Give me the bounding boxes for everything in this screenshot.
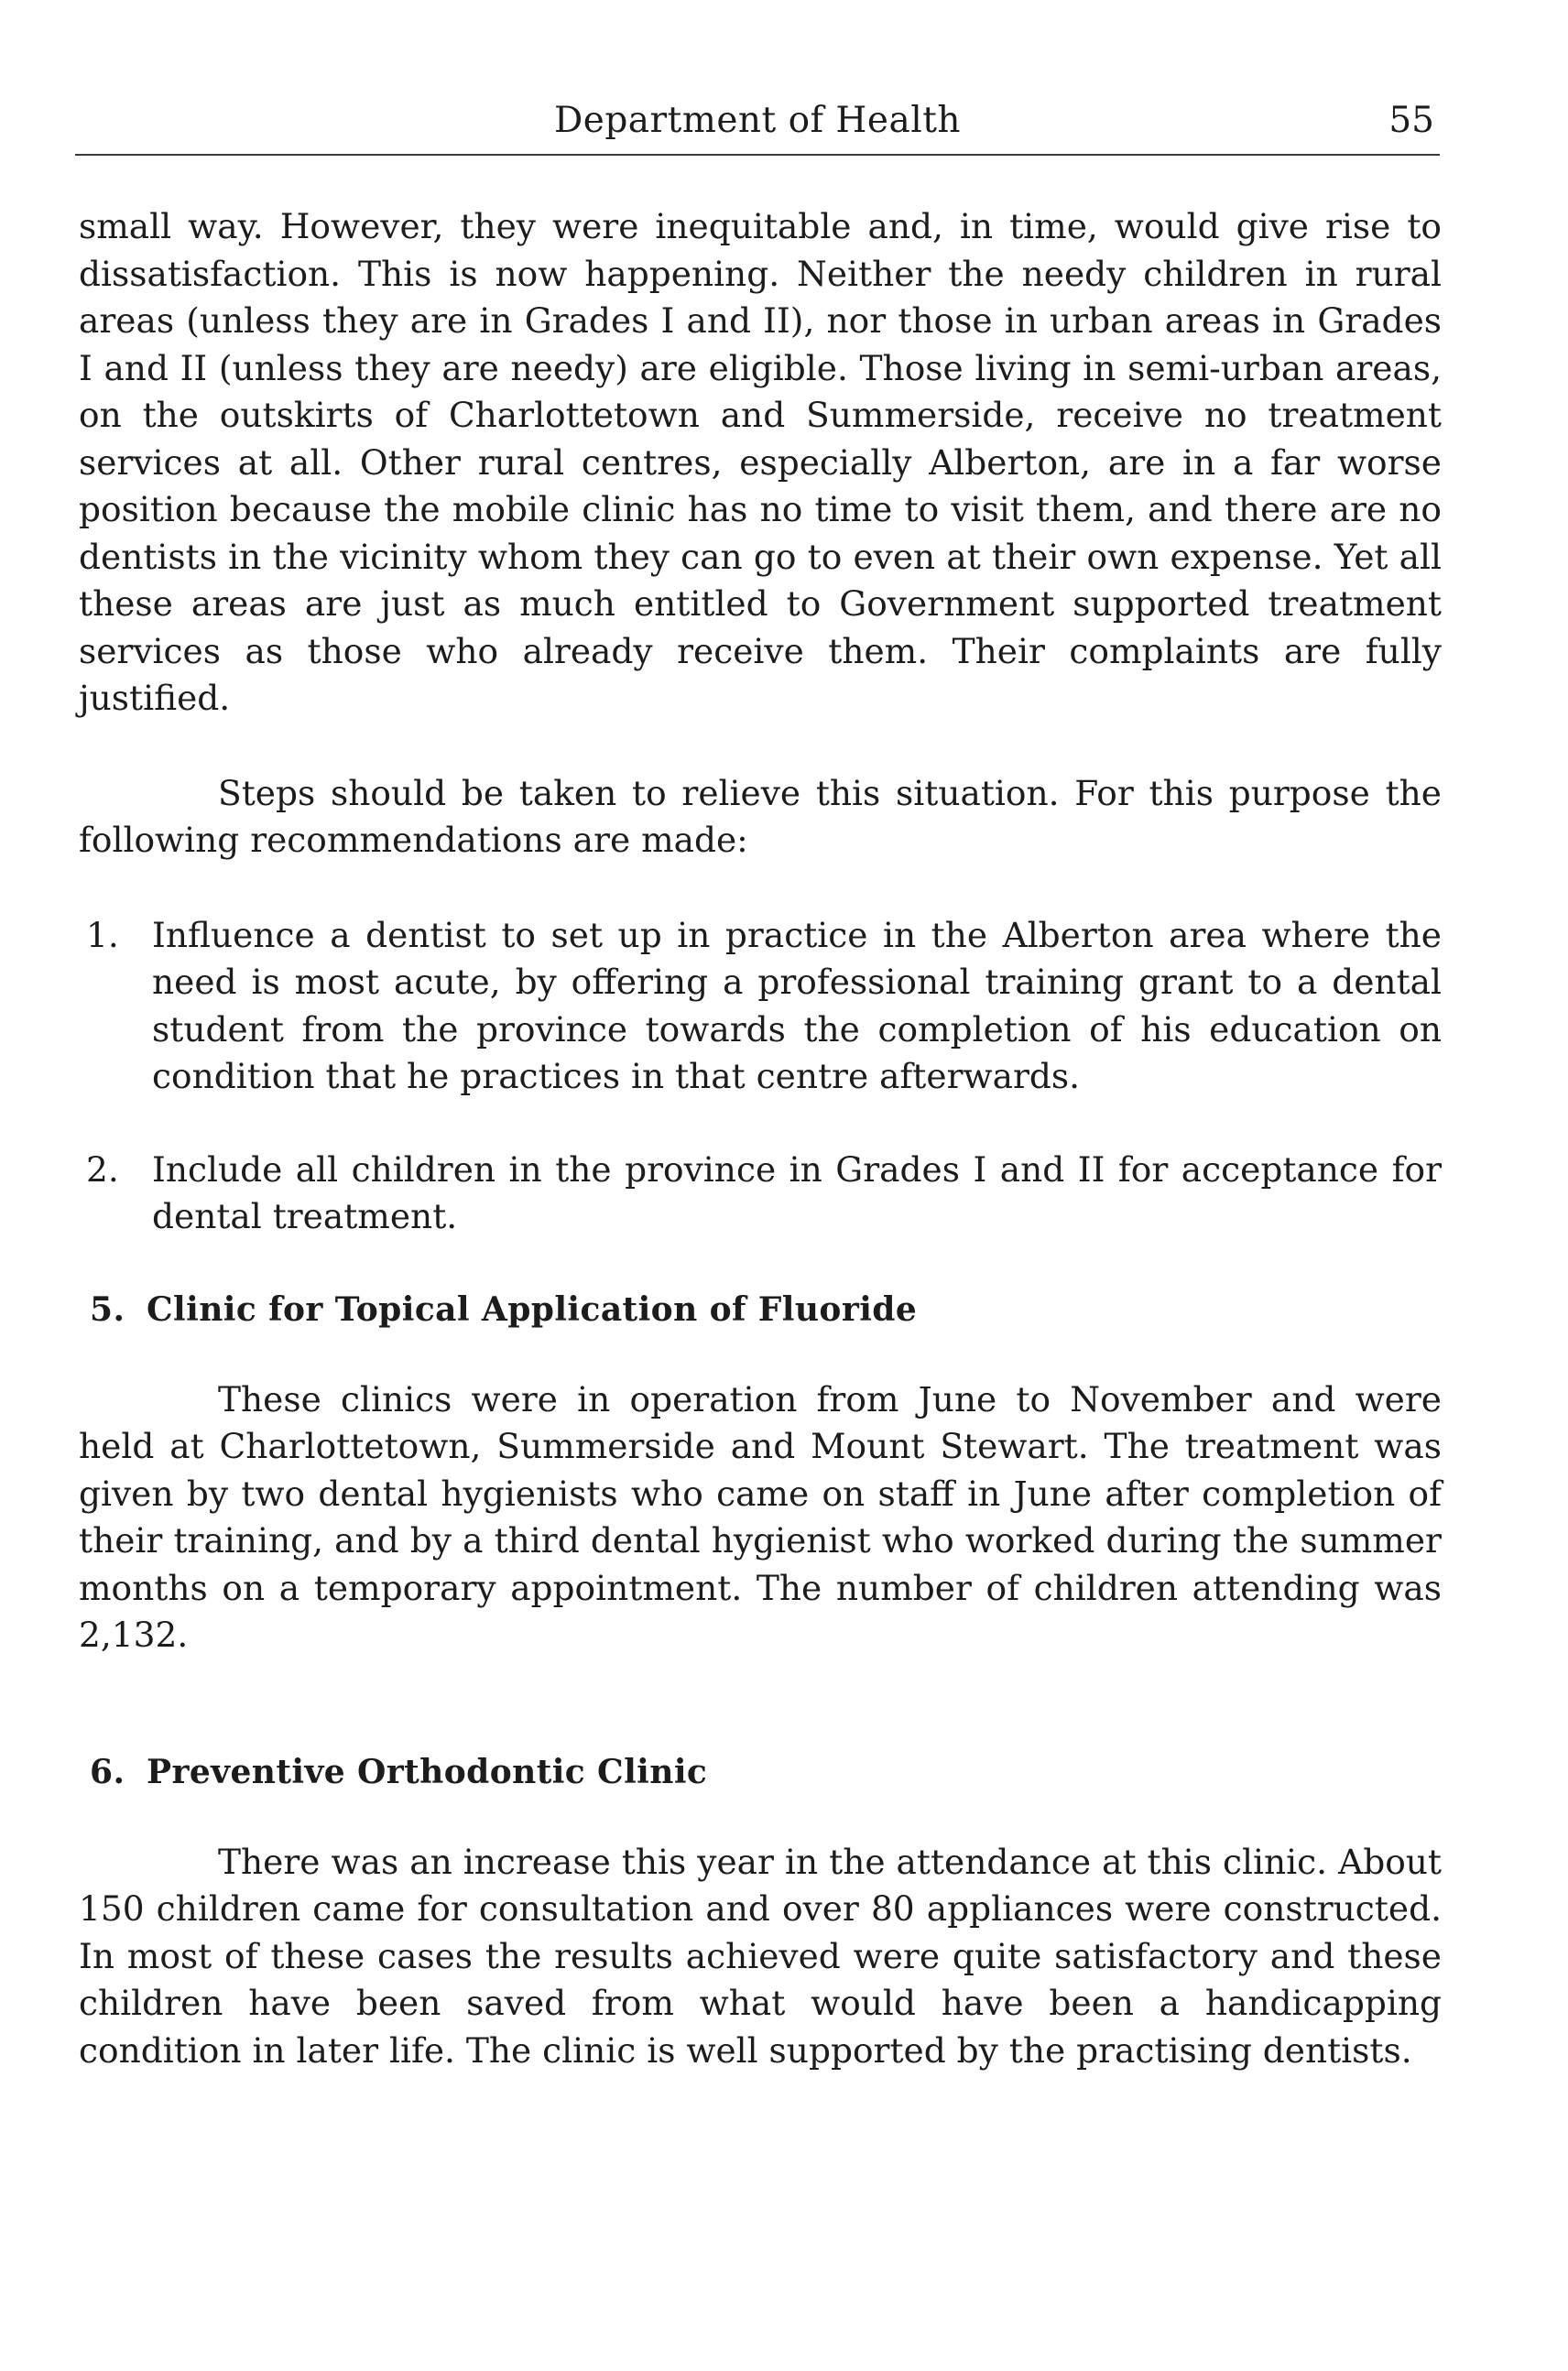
section-paragraph: There was an increase this year in the attendance at this clinic. About 150 children came for consultation and over 80 appliances were constructed. In most of these cases the results achieved were quite satisfactory and these children have been saved from what would have been a handicapping condition in later life. The clinic is well supported by the practising dentists.: [79, 1841, 1442, 2071]
section-title: Clinic for Topical Application of Fluoride: [147, 1289, 918, 1329]
page-number: 55: [1388, 100, 1434, 141]
section-number: 5.: [90, 1289, 125, 1329]
section-heading: [79, 1287, 1442, 1333]
running-header: [75, 99, 1440, 156]
page-content: [79, 203, 1442, 2074]
section-heading: [79, 1749, 1442, 1796]
steps-paragraph: Steps should be taken to relieve this situation. For this purpose the following recommendations are made:: [79, 772, 1442, 860]
recommendations-list: [79, 912, 1442, 1241]
list-item-text: Include all children in the province in Grades I and II for acceptance for dental treatment.: [152, 1148, 1442, 1236]
list-item: [79, 912, 1442, 1101]
list-item-text: Influence a dentist to set up in practice in the Alberton area where the need is most acute, by offering a professional training grant to a dental student from the province towards the completion of his education on condition that he practices in that centre afterwards.: [152, 914, 1442, 1096]
running-title: Department of Health: [553, 100, 962, 141]
list-item: [79, 1147, 1442, 1241]
section-paragraph: These clinics were in operation from June to November and were held at Charlottetown, Summerside and Mount Stewart. The treatment was given by two dental hygienists who came on staff in June after completion of their training, and by a third dental hygienist who worked during the summer months on a temporary appointment. The number of children attending was 2,132.: [79, 1378, 1442, 1655]
section-title: Preventive Orthodontic Clinic: [147, 1752, 708, 1791]
list-item-number: 2.: [86, 1148, 119, 1190]
section-number: 6.: [90, 1752, 125, 1791]
continued-paragraph: small way. However, they were inequitable and, in time, would give rise to dissatisfaction. This is now happening. Neither the needy children in rural areas (unless they are in Grades I and II), nor those in urban areas in Grades I and II (unless they are needy) are eligible. Those living in semi-urban areas, on the outskirts of Charlottetown and Summerside, receive no treatment services at all. Other rural centres, especially Alberton, are in a far worse position because the mobile clinic has no time to visit them, and there are no dentists in the vicinity whom they can go to even at their own expense. Yet all these areas are just as much entitled to Government supported treatment services as those who already receive them. Their complaints are fully justified.: [79, 206, 1442, 718]
list-item-number: 1.: [86, 914, 119, 955]
